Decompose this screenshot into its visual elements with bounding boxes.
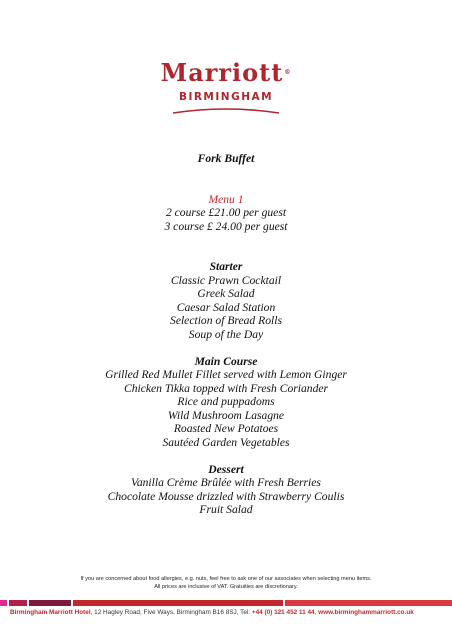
section-heading-starter: Starter [209,260,243,273]
hotel-name: Birmingham Marriott Hotel [10,609,91,616]
menu-item: Soup of the Day [188,327,264,341]
allergy-note [0,575,452,591]
color-bar [9,600,27,606]
vat-note-line: All prices are inclusive of VAT. Gratuities are discretionary. [154,584,298,590]
menu-item: Selection of Bread Rolls [170,314,282,327]
menu-item: Chicken Tikka topped with Fresh Coriander [123,381,329,395]
marriott-logo [0,58,452,116]
hotel-website-link[interactable]: www.birminghammarriott.co.uk [318,609,414,616]
price-line: 2 course £21.00 per guest [165,206,287,219]
menu-item: Chocolate Mousse drizzled with Strawberry Coulis [107,489,345,503]
menu-item: Classic Prawn Cocktail [170,273,282,287]
menu-item: Grilled Red Mullet Fillet served with Lemon Ginger [105,368,347,381]
allergy-note-line: If you are concerned about food allergies, e.g. nuts, feel free to ask one of our associates when selecting menu items. [80,576,372,582]
hotel-address: , 12 Hagley Road, Five Ways, Birmingham B16 8SJ, Tel: [90,609,252,616]
footer-address: Birmingham Marriott Hotel, 12 Hagley Road, Five Ways, Birmingham B16 8SJ, Tel: +44 (0) 121 452 11 44, www.birminghammarriott.co.uk [10,609,414,616]
color-bar [0,600,7,606]
color-bar [285,600,452,606]
registered-mark: ® [284,69,292,76]
logo-swoosh-icon [171,106,281,116]
color-bar [29,600,71,606]
menu-item: Rice and puppadoms [177,395,275,408]
menu-item: Roasted New Potatoes [173,422,279,435]
color-bar [73,600,283,606]
menu-title: Fork Buffet [197,152,255,165]
menu-name: Menu 1 [208,192,244,206]
menu-item: Caesar Salad Station [176,300,276,314]
menu-item: Vanilla Crème Brûlée with Fresh Berries [131,476,321,489]
menu-item: Fruit Salad [199,503,253,516]
price-line: 3 course £ 24.00 per guest [164,219,288,233]
footer-color-bars [0,600,452,606]
section-heading-dessert: Dessert [208,462,244,476]
menu-item: Sautéed Garden Vegetables [162,435,290,449]
hotel-phone: +44 (0) 121 452 11 44 [251,609,315,616]
logo-location: BIRMINGHAM [178,91,274,103]
menu-item: Wild Mushroom Lasagne [167,408,285,422]
logo-brand: Marriott® [160,58,292,87]
menu-item: Greek Salad [197,287,255,300]
section-heading-main-course: Main Course [194,354,258,368]
menu-body [0,152,452,517]
